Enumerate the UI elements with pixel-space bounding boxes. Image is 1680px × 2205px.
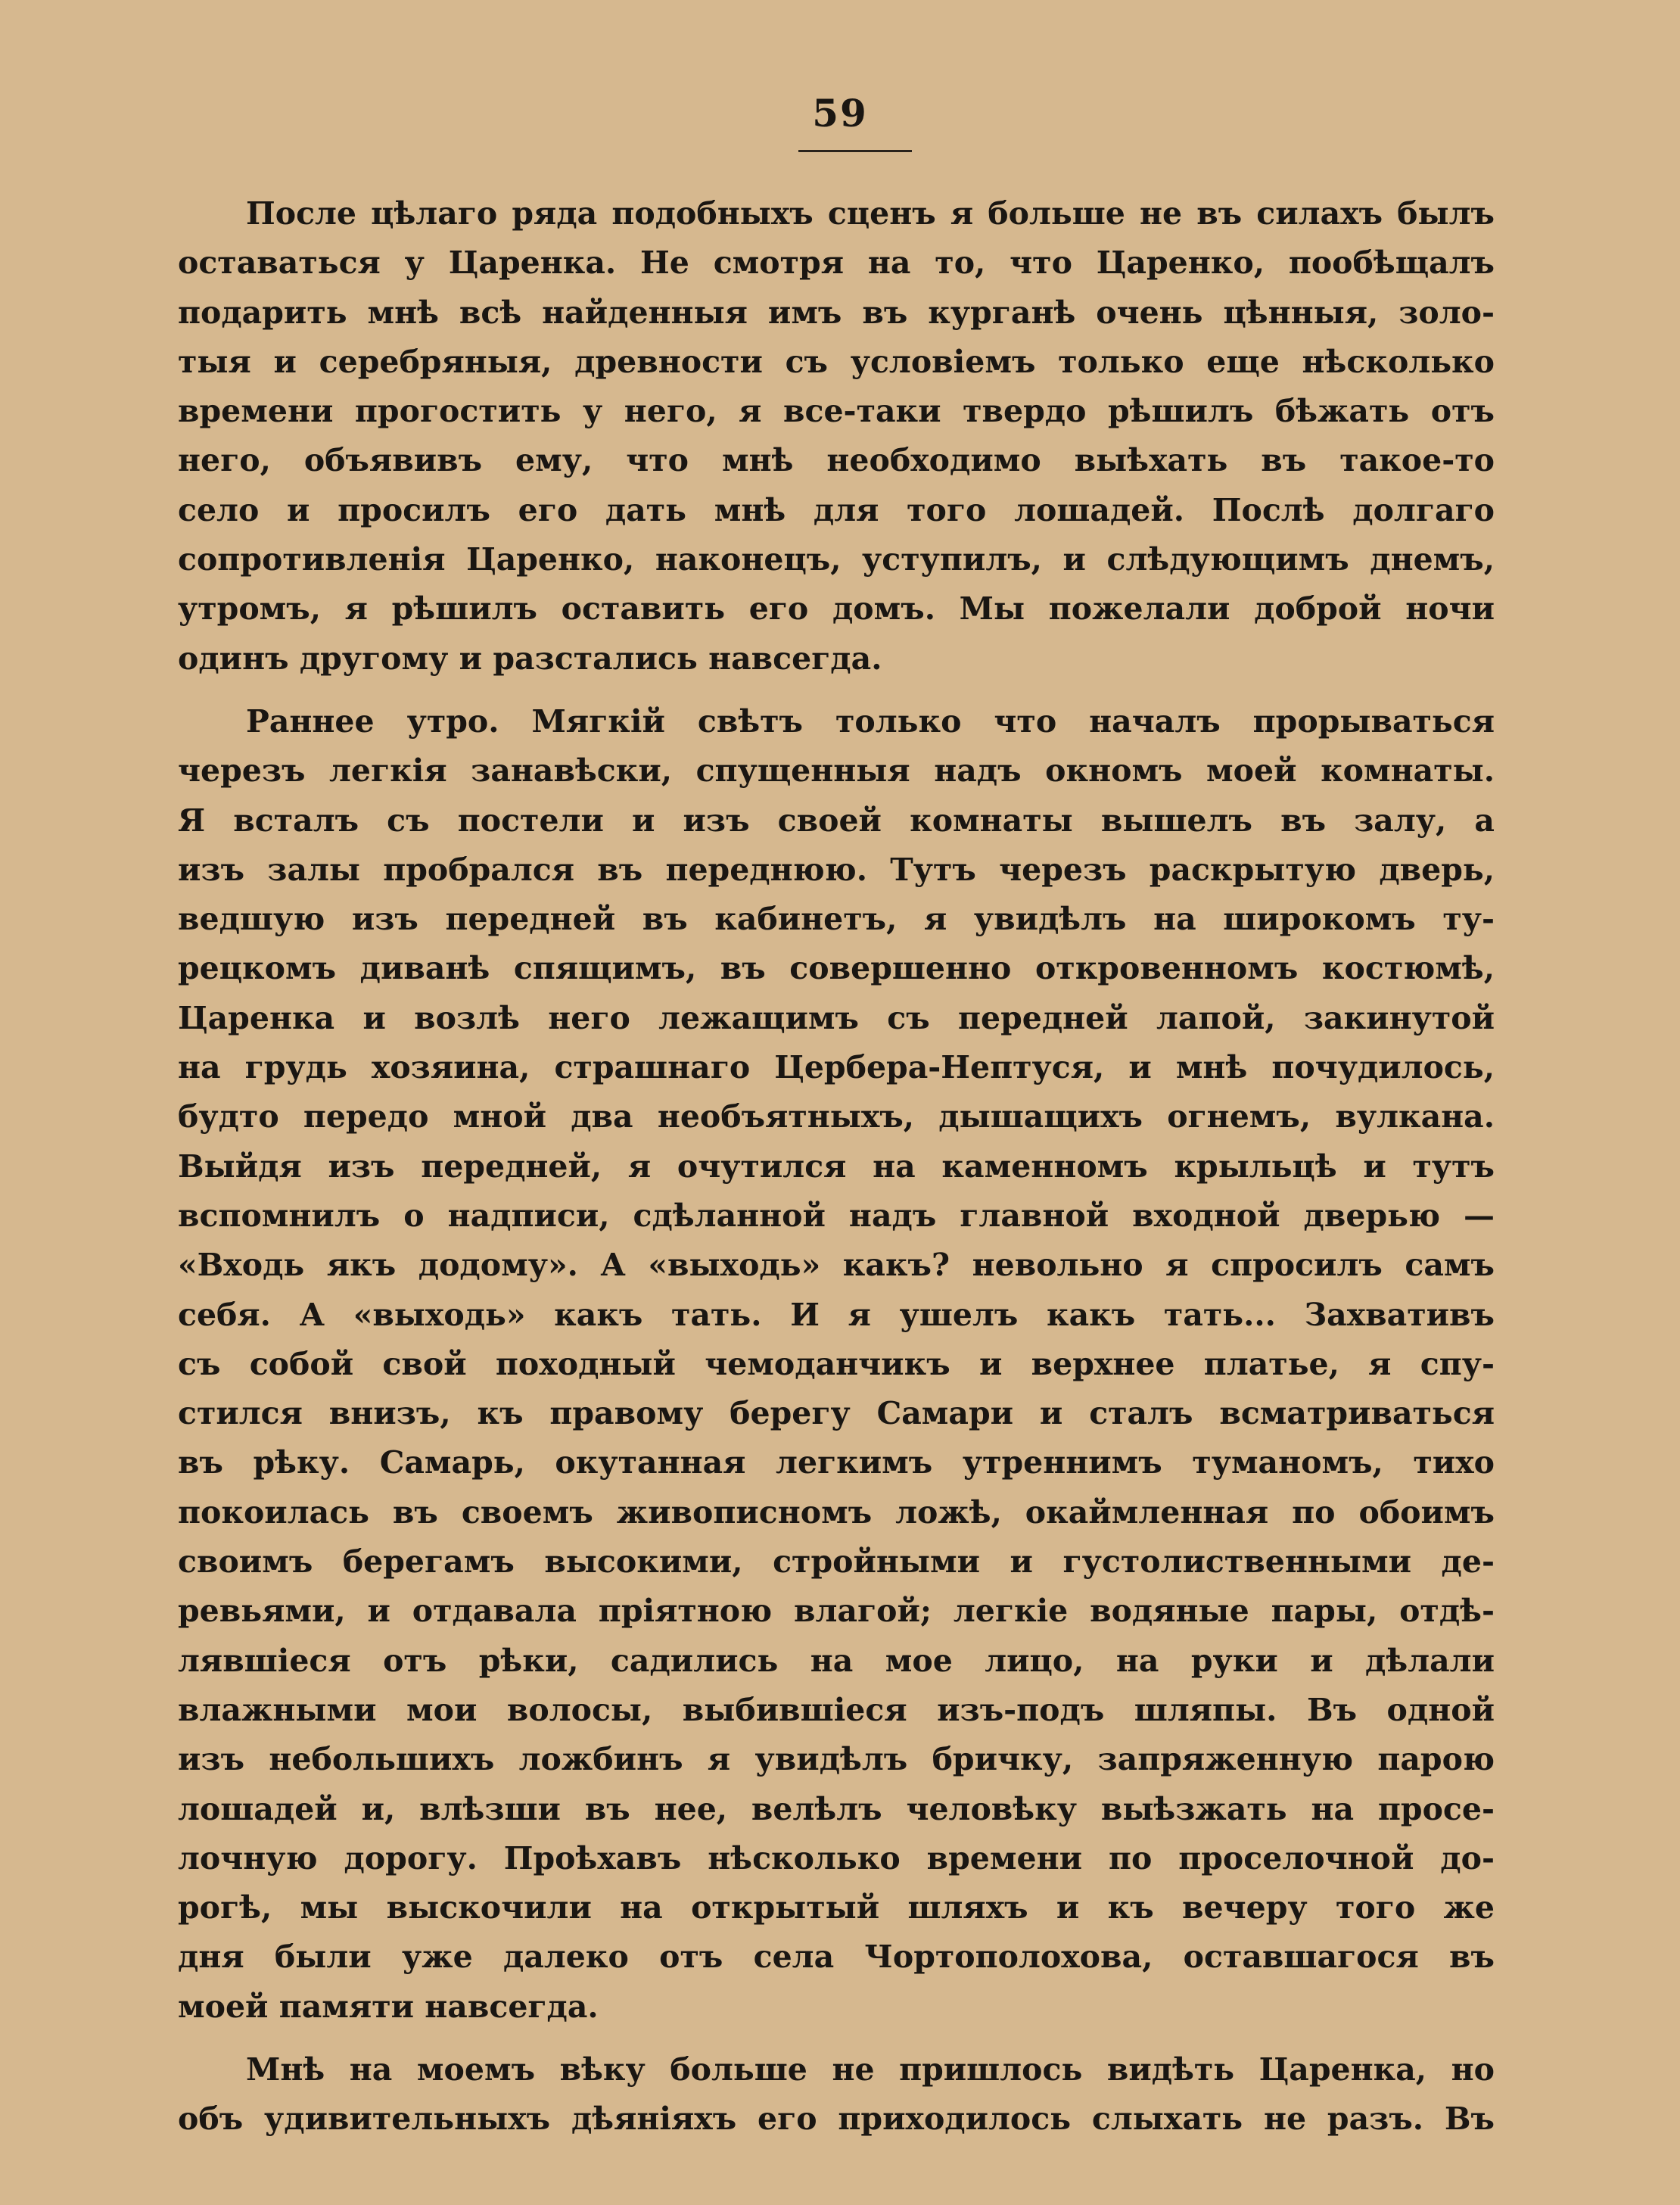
- text-line: лочную дорогу. Проѣхавъ нѣсколько времени по проселочной до-: [178, 1839, 1495, 1876]
- text-line: подарить мнѣ всѣ найденныя имъ въ курганѣ очень цѣнныя, золо-: [178, 294, 1495, 331]
- text-line: влажными мои волосы, выбившіеся изъ-подъ шляпы. Въ одной: [178, 1691, 1495, 1728]
- text-line: Выйдя изъ передней, я очутился на каменномъ крыльцѣ и тутъ: [178, 1148, 1495, 1185]
- text-line: Я всталъ съ постели и изъ своей комнаты вышелъ въ залу, а: [178, 802, 1495, 839]
- text-line: изъ залы пробрался въ переднюю. Тутъ черезъ раскрытую дверь,: [178, 851, 1495, 888]
- text-line: утромъ, я рѣшилъ оставить его домъ. Мы пожелали доброй ночи: [178, 590, 1495, 628]
- text-line: рогѣ, мы выскочили на открытый шляхъ и къ вечеру того же: [178, 1889, 1495, 1926]
- text-line: будто передо мной два необъятныхъ, дышащихъ огнемъ, вулкана.: [178, 1098, 1495, 1135]
- text-line: него, объявивъ ему, что мнѣ необходимо выѣхать въ такое-то: [178, 442, 1495, 479]
- text-line: ревьями, и отдавала пріятною влагой; легкіе водяные пары, отдѣ-: [178, 1593, 1495, 1630]
- text-line: тыя и серебряныя, древности съ условіемъ только еще нѣсколько: [178, 343, 1495, 380]
- text-line: сопротивленія Царенко, наконецъ, уступилъ, и слѣдующимъ днемъ,: [178, 541, 1495, 578]
- text-line: Раннее утро. Мягкій свѣтъ только что началъ прорываться: [246, 702, 1495, 740]
- text-line: ведшую изъ передней въ кабинетъ, я увидѣлъ на широкомъ ту-: [178, 901, 1495, 938]
- page-number-rule: [798, 150, 912, 152]
- text-line: на грудь хозяина, страшнаго Цербера-Нептуся, и мнѣ почудилось,: [178, 1049, 1495, 1086]
- text-line: покоилась въ своемъ живописномъ ложѣ, окаймленная по обоимъ: [178, 1493, 1495, 1531]
- text-line: оставаться у Царенка. Не смотря на то, что Царенко, пообѣщалъ: [178, 244, 1495, 282]
- text-line: Царенка и возлѣ него лежащимъ съ передней лапой, закинутой: [178, 999, 1495, 1036]
- text-line: лявшіеся отъ рѣки, садились на мое лицо, на руки и дѣлали: [178, 1642, 1495, 1679]
- text-line: лошадей и, влѣзши въ нее, велѣлъ человѣку выѣзжать на просе-: [178, 1790, 1495, 1827]
- text-line: себя. А «выходь» какъ тать. И я ушелъ какъ тать... Захвативъ: [178, 1296, 1495, 1333]
- text-line: дня были уже далеко отъ села Чортополохова, оставшагося въ: [178, 1939, 1495, 1976]
- paragraph: [178, 189, 1495, 684]
- paragraph: [178, 697, 1495, 2032]
- text-line: одинъ другому и разстались навсегда.: [178, 640, 882, 677]
- paragraph-gap: [178, 684, 1495, 697]
- text-line: съ собой свой походный чемоданчикъ и верхнее платье, я спу-: [178, 1345, 1495, 1382]
- text-line: вспомнилъ о надписи, сдѣланной надъ главной входной дверью —: [178, 1197, 1495, 1234]
- text-line: моей памяти навсегда.: [178, 1988, 599, 2025]
- text-line: стился внизъ, къ правому берегу Самари и сталъ всматриваться: [178, 1395, 1495, 1432]
- text-line: своимъ берегамъ высокими, стройными и густолиственными де-: [178, 1543, 1495, 1581]
- paragraph: [178, 2045, 1495, 2144]
- text-line: Мнѣ на моемъ вѣку больше не пришлось видѣть Царенка, но: [246, 2051, 1495, 2088]
- text-line: времени прогостить у него, я все-таки твердо рѣшилъ бѣжать отъ: [178, 393, 1495, 430]
- text-line: объ удивительныхъ дѣяніяхъ его приходилось слыхать не разъ. Въ: [178, 2101, 1495, 2138]
- body-text: [178, 189, 1495, 2144]
- text-line: черезъ легкія занавѣски, спущенныя надъ окномъ моей комнаты.: [178, 752, 1495, 790]
- page-number: 59: [812, 91, 868, 135]
- paragraph-gap: [178, 2032, 1495, 2045]
- text-line: изъ небольшихъ ложбинъ я увидѣлъ бричку, запряженную парою: [178, 1741, 1495, 1778]
- text-line: село и просилъ его дать мнѣ для того лошадей. Послѣ долгаго: [178, 491, 1495, 528]
- text-line: рецкомъ диванѣ спящимъ, въ совершенно откровенномъ костюмѣ,: [178, 950, 1495, 987]
- text-line: После цѣлаго ряда подобныхъ сценъ я больше не въ силахъ былъ: [246, 195, 1495, 232]
- text-line: въ рѣку. Самарь, окутанная легкимъ утреннимъ туманомъ, тихо: [178, 1444, 1495, 1481]
- text-line: «Входь якъ додому». А «выходь» какъ? невольно я спросилъ самъ: [178, 1247, 1495, 1284]
